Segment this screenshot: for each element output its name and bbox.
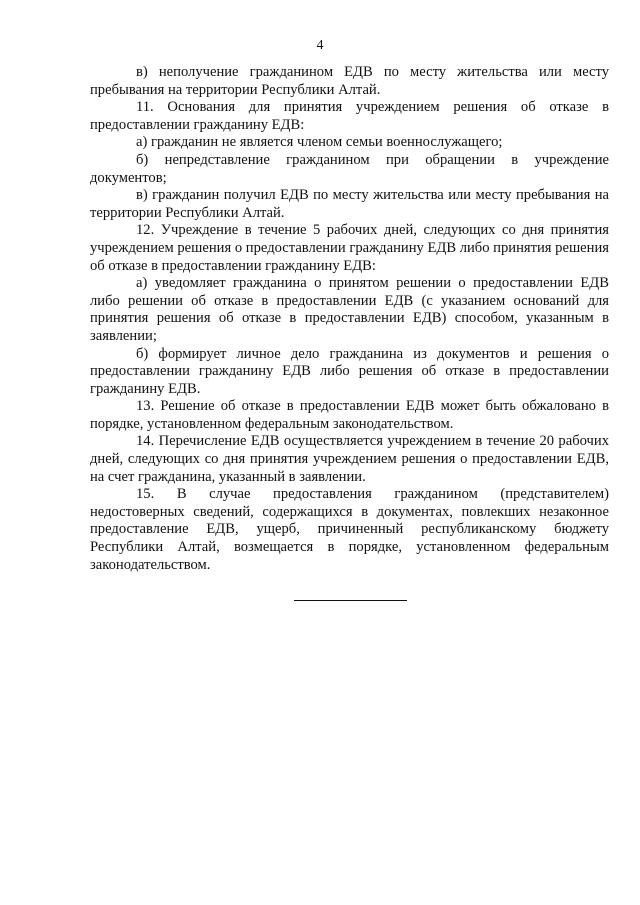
paragraph-14: 14. Перечисление ЕДВ осуществляется учреждением в течение 20 рабочих дней, следующих со дня принятия учреждением решения о предоставлении ЕДВ, на счет гражданина, указанный в заявлении. (90, 433, 609, 485)
paragraph-10v: в) неполучение гражданином ЕДВ по месту жительства или месту пребывания на территории Республики Алтай. (90, 64, 609, 98)
page-number: 4 (316, 38, 324, 53)
paragraph-12: 12. Учреждение в течение 5 рабочих дней, следующих со дня принятия учреждением решения о предоставлении гражданину ЕДВ либо принятия решения об отказе в предоставлении гражданину ЕДВ: (90, 222, 609, 274)
paragraph-11v: в) гражданин получил ЕДВ по месту жительства или месту пребывания на территории Республики Алтай. (90, 187, 609, 221)
end-separator-line (294, 600, 407, 601)
paragraph-11: 11. Основания для принятия учреждением решения об отказе в предоставлении гражданину ЕДВ: (90, 99, 609, 133)
paragraph-12a: а) уведомляет гражданина о принятом решении о предоставлении ЕДВ либо решении об отказе в предоставлении ЕДВ (с указанием оснований для принятия решения об отказе в предоставлении ЕДВ) способом, указанным в заявлении; (90, 275, 609, 344)
document-body (90, 64, 609, 574)
paragraph-11b: б) непредставление гражданином при обращении в учреждение документов; (90, 151, 609, 186)
paragraph-15: 15. В случае предоставления гражданином (представителем) недостоверных сведений, содержащихся в документах, повлекших незаконное предоставление ЕДВ, ущерб, причиненный республиканскому бюджету Республики Алтай, возмещается в порядке, установленном федеральным законодательством. (90, 486, 609, 573)
paragraph-11a: а) гражданин не является членом семьи военнослужащего; (136, 134, 503, 151)
paragraph-12b: б) формирует личное дело гражданина из документов и решения о предоставлении гражданину ЕДВ либо решения об отказе в предоставлении гражданину ЕДВ. (90, 345, 609, 397)
paragraph-13: 13. Решение об отказе в предоставлении ЕДВ может быть обжаловано в порядке, установленном федеральным законодательством. (90, 398, 609, 432)
